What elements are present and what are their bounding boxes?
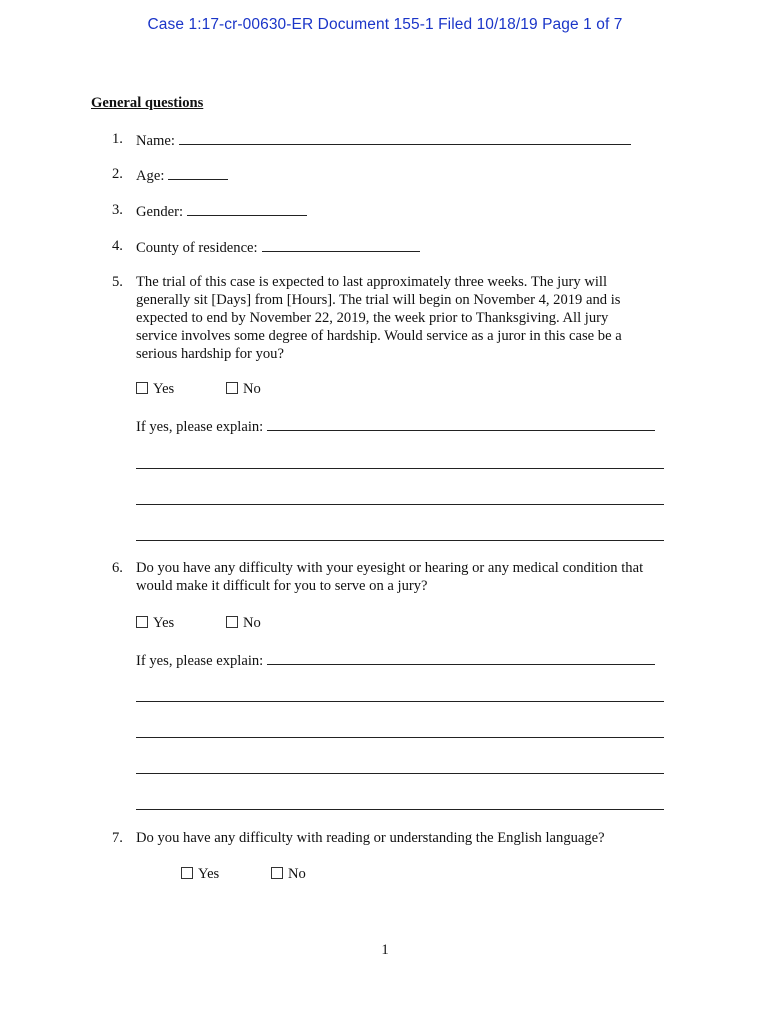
- no-label: No: [288, 866, 306, 882]
- q6-explain-field[interactable]: [267, 650, 655, 665]
- explain-label: If yes, please explain:: [136, 419, 264, 435]
- yes-label: Yes: [153, 381, 175, 397]
- checkbox-icon[interactable]: [226, 382, 238, 394]
- q6-explain: [136, 650, 655, 670]
- q5-explain-line[interactable]: [136, 468, 664, 469]
- q5-explain: [136, 416, 655, 436]
- q6-explain-line[interactable]: [136, 773, 664, 774]
- checkbox-icon[interactable]: [181, 867, 193, 879]
- question-5-line: expected to end by November 22, 2019, the week prior to Thanksgiving. All jury: [136, 310, 609, 326]
- question-7-line: Do you have any difficulty with reading or understanding the English language?: [136, 830, 605, 846]
- q7-yes-option[interactable]: [181, 865, 219, 883]
- question-1: [136, 130, 631, 150]
- q5-explain-line[interactable]: [136, 504, 664, 505]
- question-number: 6.: [112, 560, 123, 576]
- q5-explain-field[interactable]: [267, 416, 655, 431]
- age-label: Age:: [136, 168, 165, 184]
- question-6-line: Do you have any difficulty with your eyesight or hearing or any medical condition that: [136, 560, 644, 576]
- gender-label: Gender:: [136, 204, 184, 220]
- q6-yes-option[interactable]: [136, 614, 174, 632]
- q6-explain-line[interactable]: [136, 809, 664, 810]
- page-number: 1: [381, 942, 389, 958]
- q5-explain-line[interactable]: [136, 540, 664, 541]
- question-number: 5.: [112, 274, 123, 290]
- checkbox-icon[interactable]: [136, 616, 148, 628]
- question-number: 3.: [112, 202, 123, 218]
- question-number: 2.: [112, 166, 123, 182]
- q6-explain-line[interactable]: [136, 701, 664, 702]
- question-5-line: The trial of this case is expected to last approximately three weeks. The jury will: [136, 274, 608, 290]
- question-5-line: generally sit [Days] from [Hours]. The trial will begin on November 4, 2019 and is: [136, 292, 621, 308]
- no-label: No: [243, 381, 261, 397]
- question-5-line: serious hardship for you?: [136, 346, 284, 362]
- no-label: No: [243, 615, 261, 631]
- question-number: 1.: [112, 131, 123, 147]
- question-2: [136, 165, 228, 185]
- question-number: 7.: [112, 830, 123, 846]
- case-header: Case 1:17-cr-00630-ER Document 155-1 Filed 10/18/19 Page 1 of 7: [147, 16, 623, 33]
- county-label: County of residence:: [136, 240, 258, 256]
- question-4: [136, 237, 420, 257]
- q5-yes-option[interactable]: [136, 380, 174, 398]
- age-field[interactable]: [168, 165, 228, 180]
- name-field[interactable]: [179, 130, 631, 145]
- q6-explain-line[interactable]: [136, 737, 664, 738]
- checkbox-icon[interactable]: [136, 382, 148, 394]
- yes-label: Yes: [153, 615, 175, 631]
- checkbox-icon[interactable]: [271, 867, 283, 879]
- section-title: General questions: [91, 95, 204, 111]
- q5-no-option[interactable]: [226, 380, 261, 398]
- yes-label: Yes: [198, 866, 220, 882]
- gender-field[interactable]: [187, 201, 307, 216]
- q6-no-option[interactable]: [226, 614, 261, 632]
- q7-no-option[interactable]: [271, 865, 306, 883]
- county-field[interactable]: [262, 237, 420, 252]
- question-5-line: service involves some degree of hardship. Would service as a juror in this case be a: [136, 328, 622, 344]
- name-label: Name:: [136, 133, 175, 149]
- question-3: [136, 201, 307, 221]
- question-6-line: would make it difficult for you to serve on a jury?: [136, 578, 428, 594]
- checkbox-icon[interactable]: [226, 616, 238, 628]
- question-number: 4.: [112, 238, 123, 254]
- explain-label: If yes, please explain:: [136, 653, 264, 669]
